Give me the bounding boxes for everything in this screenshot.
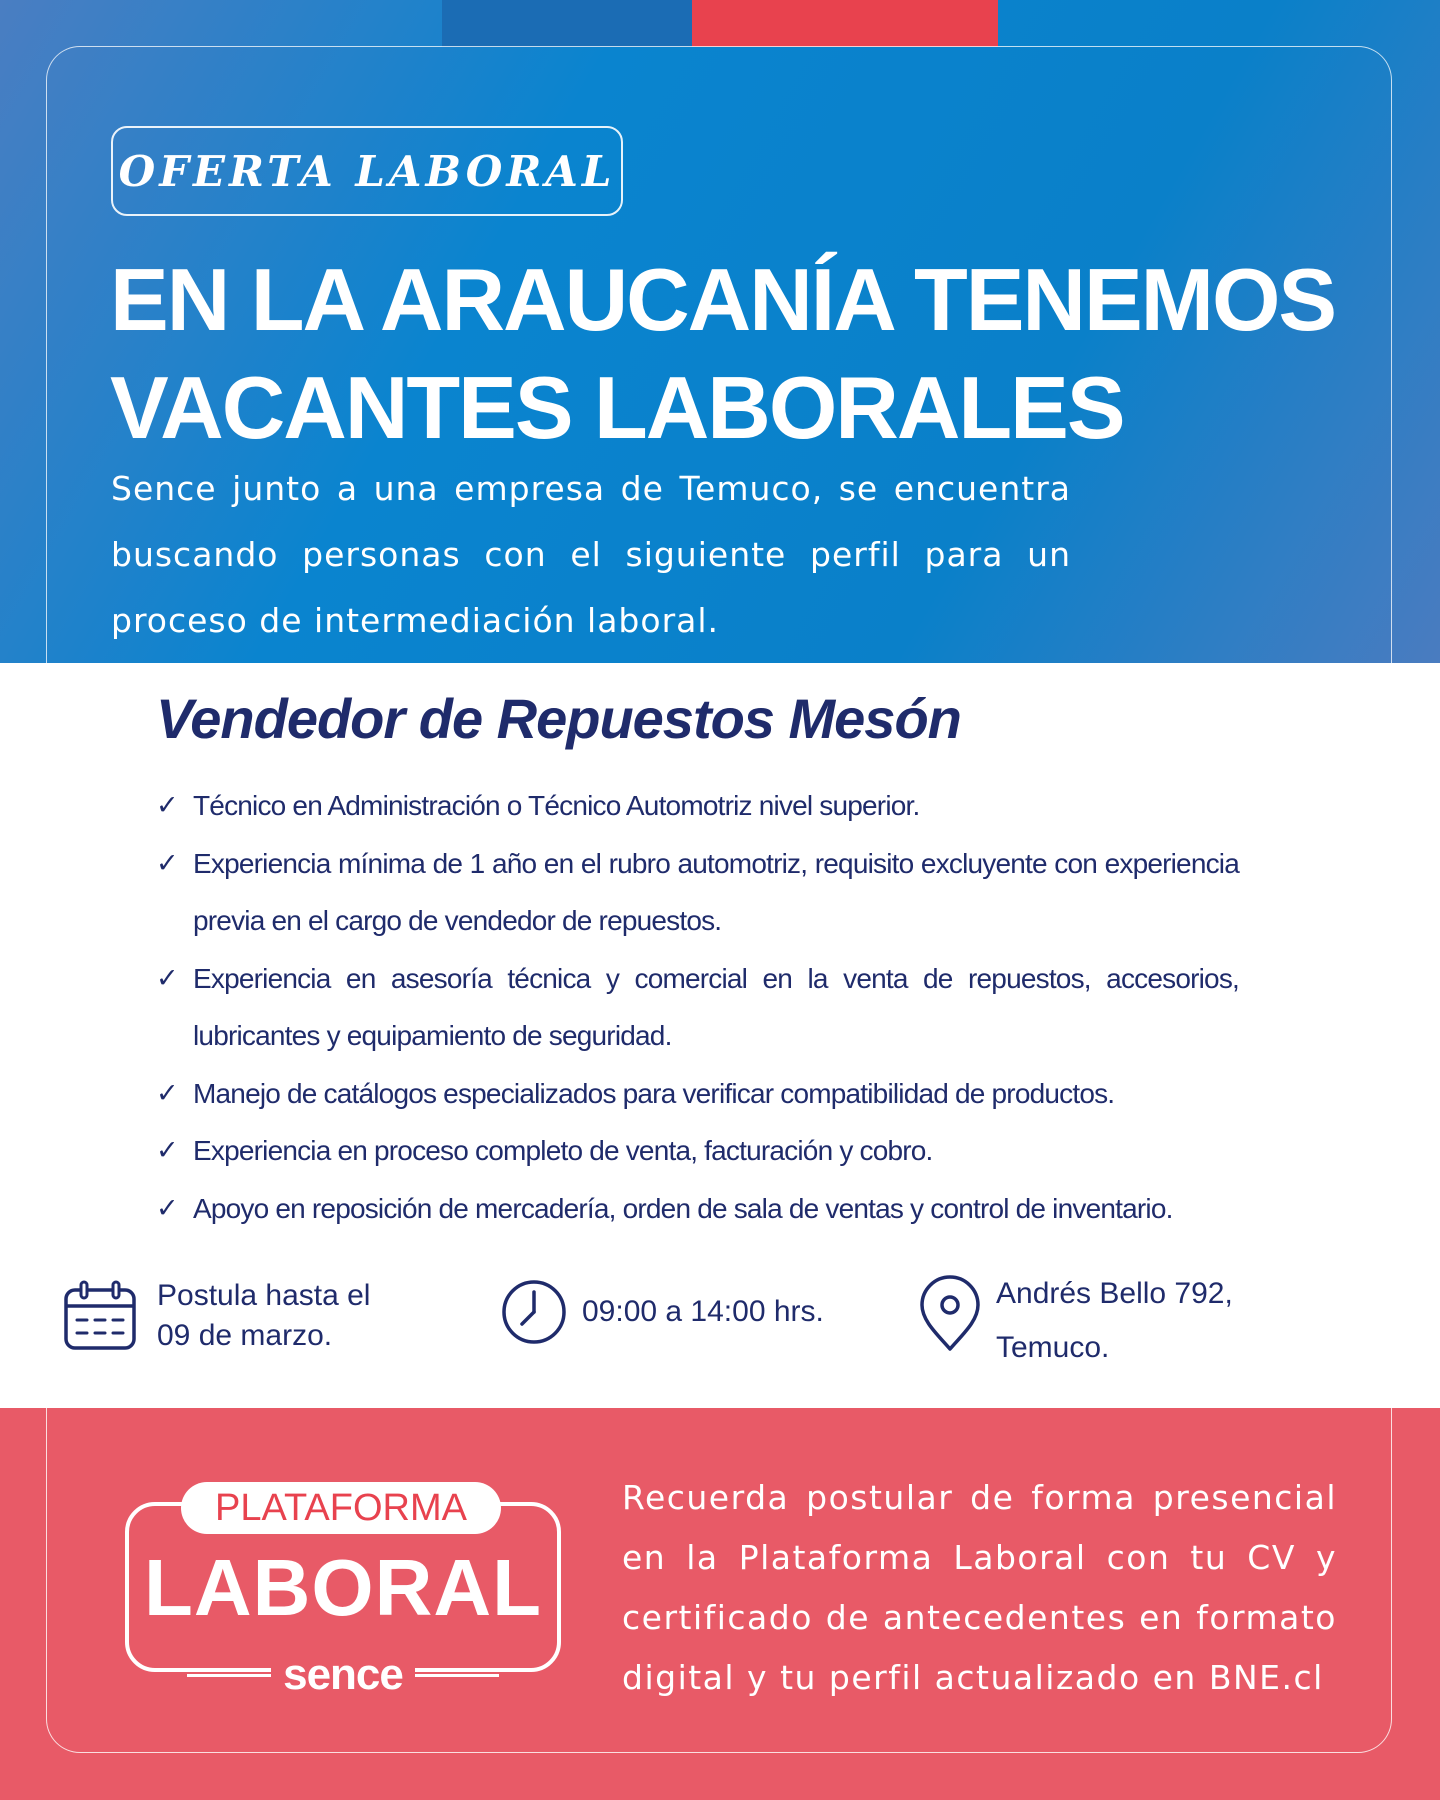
check-icon: ✓ — [156, 1192, 178, 1223]
check-icon: ✓ — [156, 847, 178, 878]
job-title: Vendedor de Repuestos Mesón — [156, 687, 961, 750]
headline-line-2: VACANTES LABORALES — [110, 358, 1124, 457]
flag-stripe-red — [692, 0, 998, 47]
location-pin-icon — [918, 1275, 982, 1353]
reminder-text: Recuerda postular de forma presencial en la Plataforma Laboral con tu CV y certificado de antecedentes en formato digital y tu perfil actualizado en BNE.cl — [622, 1478, 1337, 1697]
logo-divider — [187, 1674, 271, 1677]
requirement-item — [156, 950, 1239, 1065]
requirement-item — [156, 1180, 1239, 1238]
deadline-line-1: Postula hasta el — [157, 1279, 371, 1312]
address-line-1: Andrés Bello 792, — [996, 1277, 1233, 1310]
requirement-item — [156, 777, 1239, 835]
requirements-list — [156, 777, 1239, 1237]
check-icon: ✓ — [156, 790, 178, 820]
flag-stripe-blue — [442, 0, 692, 47]
address-info — [918, 1275, 1233, 1375]
requirement-text: Experiencia en asesoría técnica y comercial en la venta de repuestos, accesorios, lubricantes y equipamiento de seguridad. — [193, 962, 1239, 1051]
logo-divider — [415, 1674, 499, 1677]
deadline-info — [63, 1278, 370, 1356]
deadline-line-2: 09 de marzo. — [157, 1319, 333, 1352]
intro-text: Sence junto a una empresa de Temuco, se encuentra buscando personas con el siguiente perfil para un proceso de intermediación laboral. — [111, 469, 1071, 640]
check-icon: ✓ — [156, 1135, 178, 1165]
hours-info — [500, 1278, 824, 1346]
clock-icon — [500, 1278, 568, 1346]
requirement-text: Experiencia en proceso completo de venta, facturación y cobro. — [193, 1135, 933, 1166]
requirement-text: Apoyo en reposición de mercadería, orden de sala de ventas y control de inventario. — [193, 1192, 1173, 1224]
deadline-text — [157, 1276, 370, 1356]
headline — [110, 246, 1370, 462]
headline-line-1: EN LA ARAUCANÍA TENEMOS — [110, 250, 1336, 349]
hours-text: 09:00 a 14:00 hrs. — [582, 1295, 824, 1328]
requirement-text: Técnico en Administración o Técnico Automotriz nivel superior. — [193, 790, 920, 821]
logo-main-label: LABORAL — [143, 1543, 543, 1632]
logo-footer — [125, 1645, 561, 1705]
job-offer-badge: OFERTA LABORAL — [111, 126, 623, 216]
sence-logo: sence — [271, 1645, 415, 1705]
requirement-item — [156, 1122, 1239, 1180]
requirement-text: Experiencia mínima de 1 año en el rubro automotriz, requisito excluyente con experiencia previa en el cargo de vendedor de repuestos. — [193, 847, 1239, 936]
requirement-item — [156, 835, 1239, 950]
address-text — [996, 1267, 1233, 1375]
check-icon: ✓ — [156, 962, 178, 993]
logo-top-label: PLATAFORMA — [181, 1482, 501, 1534]
requirement-item — [156, 1065, 1239, 1123]
check-icon: ✓ — [156, 1077, 178, 1108]
address-line-2: Temuco. — [996, 1331, 1110, 1364]
requirement-text: Manejo de catálogos especializados para verificar compatibilidad de productos. — [193, 1077, 1115, 1109]
calendar-icon — [63, 1278, 137, 1352]
